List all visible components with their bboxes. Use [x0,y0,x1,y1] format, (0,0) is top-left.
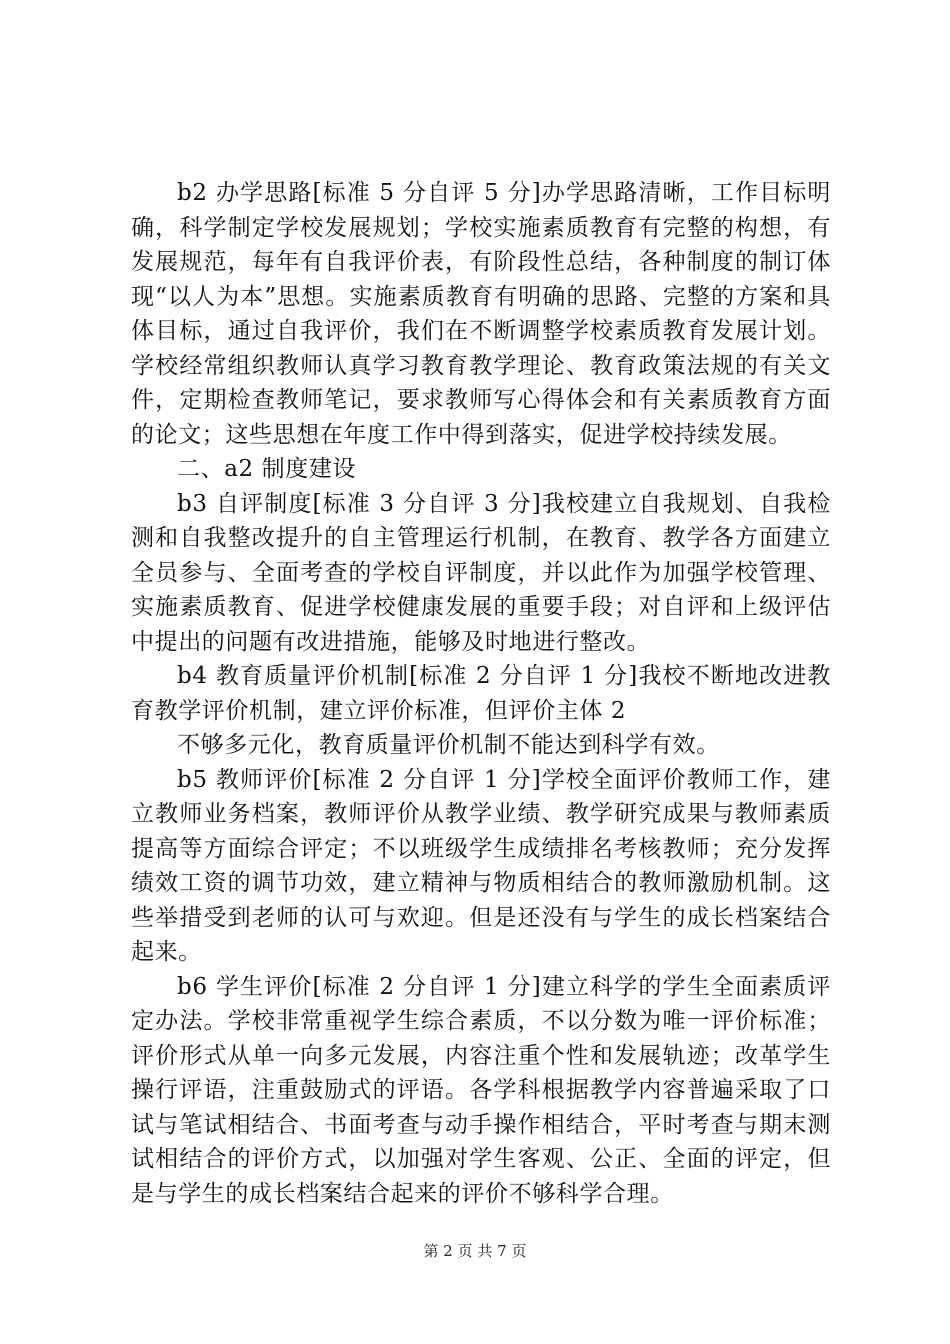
paragraph-b4-continuation: 不够多元化，教育质量评价机制不能达到科学有效。 [177,732,720,758]
paragraph-b4-quality-evaluation: b4 教育质量评价机制[标准 2 分自评 1 分]我校不断地改进教育教学评价机制，建立评价标准，但评价主体 2 [131,663,831,724]
paragraph-b3-self-evaluation: b3 自评制度[标准 3 分自评 3 分]我校建立自我规划、自我检测和自我整改提升的自主管理运行机制，在教育、教学各方面建立全员参与、全面考查的学校自评制度，并以此作为加强学校管理、实施素质教育、促进学校健康发展的重要手段；对自评和上级评估中提出的问题有改进措施，能够及时地进行整改。 [131,490,831,655]
paragraph-b2-school-philosophy: b2 办学思路[标准 5 分自评 5 分]办学思路清晰，工作目标明确，科学制定学校发展规划；学校实施素质教育有完整的构想，有发展规范，每年有自我评价表，有阶段性总结，各种制度的制订体现“以人为本”思想。实施素质教育有明确的思路、完整的方案和具体目标，通过自我评价，我们在不断调整学校素质教育发展计划。学校经常组织教师认真学习教育教学理论、教育政策法规的有关文件，定期检查教师笔记，要求教师写心得体会和有关素质教育方面的论文；这些思想在年度工作中得到落实，促进学校持续发展。 [131,180,831,448]
page-number-footer: 第 2 页 共 7 页 [423,1242,527,1260]
paragraph-b6-student-evaluation: b6 学生评价[标准 2 分自评 1 分]建立科学的学生全面素质评定办法。学校非常重视学生综合素质，不以分数为唯一评价标准；评价形式从单一向多元发展，内容注重个性和发展轨迹；改革学生操行评语，注重鼓励式的评语。各学科根据教学内容普遍采取了口试与笔试相结合、书面考查与动手操作相结合，平时考查与期末测试相结合的评价方式，以加强对学生客观、公正、全面的评定，但是与学生的成长档案结合起来的评价不够科学合理。 [131,973,831,1207]
section-heading-a2-system-building: 二、a2 制度建设 [177,456,357,482]
document-body [131,176,831,1211]
paragraph-b5-teacher-evaluation: b5 教师评价[标准 2 分自评 1 分]学校全面评价教师工作，建立教师业务档案，教师评价从教学业绩、教学研究成果与教师素质提高等方面综合评定；不以班级学生成绩排名考核教师；充分发挥绩效工资的调节功效，建立精神与物质相结合的教师激励机制。这些举措受到老师的认可与欢迎。但是还没有与学生的成长档案结合起来。 [131,766,831,965]
